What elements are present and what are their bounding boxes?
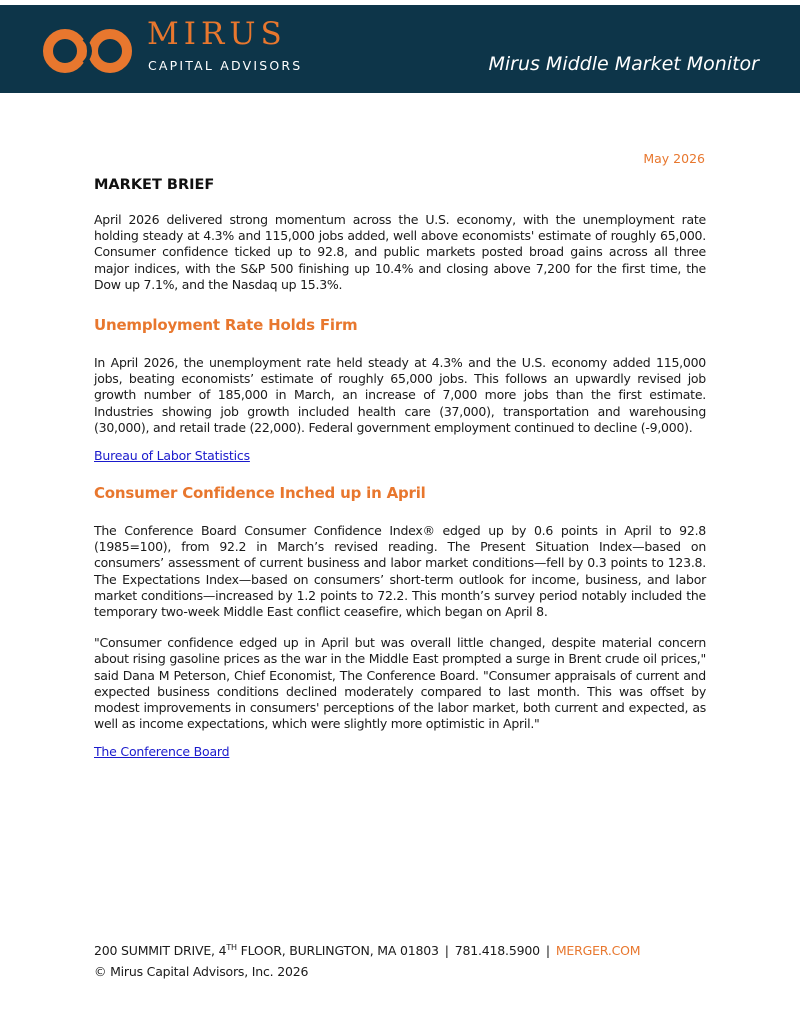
unemployment-heading: Unemployment Rate Holds Firm <box>94 316 358 335</box>
conference-board-source-link[interactable]: The Conference Board <box>94 744 230 760</box>
logo-name: MIRUS <box>147 16 287 52</box>
footer-separator: | <box>545 943 550 959</box>
confidence-paragraph-2: "Consumer confidence edged up in April but was overall little changed, despite material concern about rising gasoline prices as the war in the Middle East prompted a surge in Brent crude oil prices," said Dana M Peterson, Chief Economist, The Conference Board. "Consumer appraisals of current and expected business conditions declined moderately compared to last month. This was offset by modest improvements in consumers' perceptions of the labor market, both current and expected, as well as income expectations, which were slightly more optimistic in April." <box>94 635 706 732</box>
footer-separator: | <box>444 943 449 959</box>
unemployment-paragraph: In April 2026, the unemployment rate held steady at 4.3% and the U.S. economy added 115,000 jobs, beating economists’ estimate of roughly 65,000 jobs. This follows an upwardly revised job growth number of 185,000 in March, an increase of 7,000 more jobs than the first estimate. Industries showing job growth included health care (37,000), transportation and warehousing (30,000), and retail trade (22,000). Federal government employment continued to decline (-9,000). <box>94 355 706 435</box>
address-end: FLOOR, BURLINGTON, MA 01803 <box>236 943 439 959</box>
footer-address <box>94 941 640 958</box>
page-header <box>0 5 800 93</box>
brief-paragraph: April 2026 delivered strong momentum across the U.S. economy, with the unemployment rate holding steady at 4.3% and 115,000 jobs added, well above economists' estimate of roughly 65,000. Consumer confidence ticked up to 92.8, and public markets posted broad gains across all three major indices, with the S&P 500 finishing up 10.4% and closing above 7,200 for the first time, the Dow up 7.1%, and the Nasdaq up 15.3%. <box>94 212 706 292</box>
confidence-heading: Consumer Confidence Inched up in April <box>94 484 426 503</box>
main-content <box>94 176 706 760</box>
logo-subtitle: CAPITAL ADVISORS <box>148 58 303 73</box>
footer-website-link[interactable]: MERGER.COM <box>555 943 641 959</box>
address-ordinal: TH <box>226 943 237 952</box>
footer-copyright: © Mirus Capital Advisors, Inc. 2026 <box>94 964 309 979</box>
bls-source-link[interactable]: Bureau of Labor Statistics <box>94 448 250 464</box>
confidence-paragraph-1: The Conference Board Consumer Confidence Index® edged up by 0.6 points in April to 92.8 (1985=100), from 92.2 in March’s revised reading. The Present Situation Index—based on consumers’ assessment of current business and labor market conditions—fell by 0.3 points to 123.8. The Expectations Index—based on consumers’ short-term outlook for income, business, and labor market conditions—increased by 1.2 points to 72.2. This month’s survey period notably included the temporary two-week Middle East conflict ceasefire, which began on April 8. <box>94 523 706 620</box>
issue-date: May 2026 <box>643 151 705 166</box>
address-start: 200 SUMMIT DRIVE, 4 <box>94 943 227 959</box>
mirus-logo-icon <box>40 27 135 75</box>
header-title: Mirus Middle Market Monitor <box>488 53 759 75</box>
address-line <box>94 943 439 958</box>
footer-phone: 781.418.5900 <box>454 943 540 959</box>
market-brief-title: MARKET BRIEF <box>94 177 215 193</box>
